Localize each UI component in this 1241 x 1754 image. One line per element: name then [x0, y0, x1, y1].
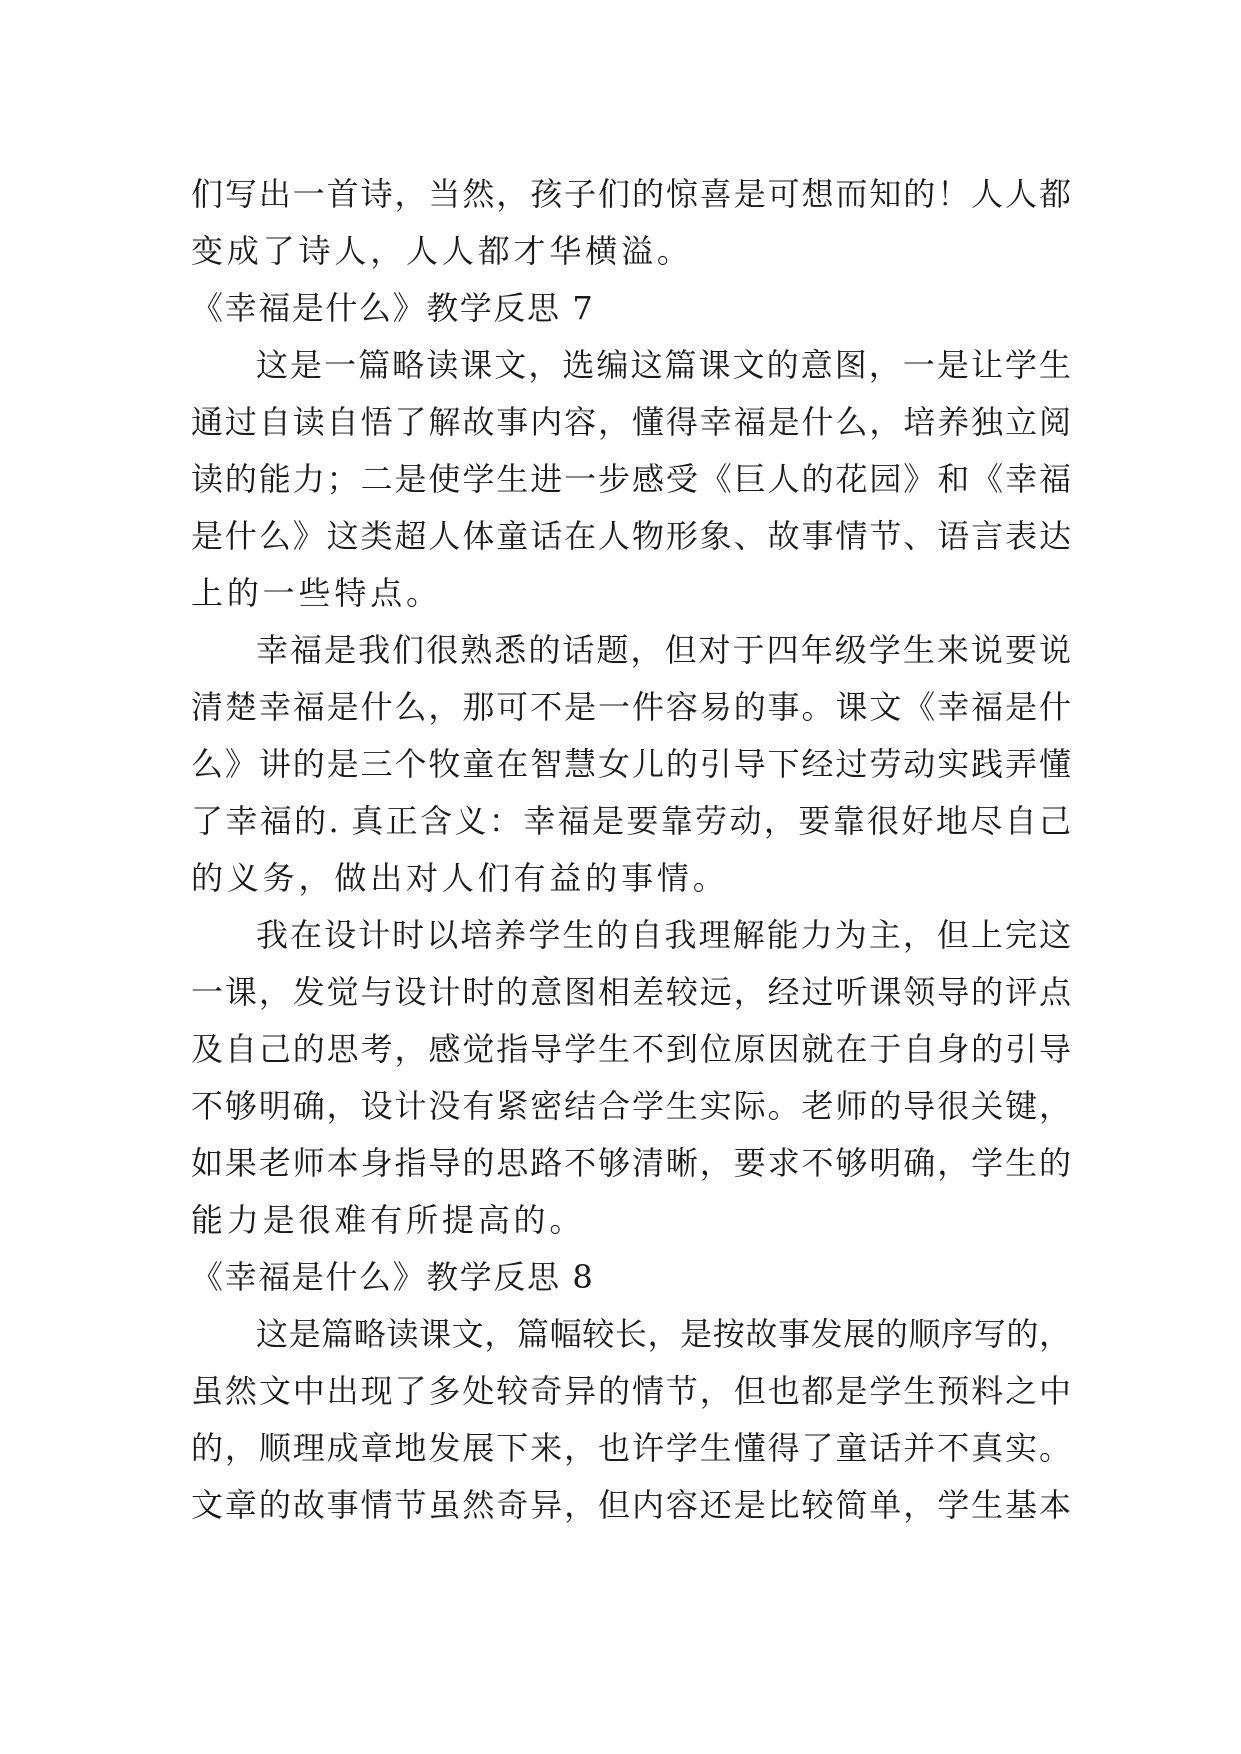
paragraph-line: 我在设计时以培养学生的自我理解能力为主，但上完这: [256, 916, 1071, 954]
paragraph-line: 清楚幸福是什么，那可不是一件容易的事。课文《幸福是什: [191, 688, 1071, 726]
paragraph-line: 上的一些特点。: [191, 574, 442, 612]
paragraph-line: 这是一篇略读课文，选编这篇课文的意图，一是让学生: [256, 346, 1071, 384]
paragraph-line: 这是篇略读课文，篇幅较长，是按故事发展的顺序写的，: [256, 1315, 1071, 1353]
paragraph-line: 及自己的思考，感觉指导学生不到位原因就在于自身的引导: [191, 1030, 1071, 1068]
paragraph-line: 变成了诗人，人人都才华横溢。: [191, 232, 693, 270]
paragraph-line: 的，顺理成章地发展下来，也许学生懂得了童话并不真实。: [191, 1429, 1071, 1467]
paragraph-line: 虽然文中出现了多处较奇异的情节，但也都是学生预料之中: [191, 1372, 1071, 1410]
paragraph-line: 了幸福的. 真正含义：幸福是要靠劳动，要靠很好地尽自己: [191, 802, 1071, 840]
paragraph-line: 的义务，做出对人们有益的事情。: [191, 859, 729, 897]
paragraph-line: 能力是很难有所提高的。: [191, 1201, 586, 1239]
paragraph-line: 一课，发觉与设计时的意图相差较远，经过听课领导的评点: [191, 973, 1071, 1011]
paragraph-line: 们写出一首诗，当然，孩子们的惊喜是可想而知的！人人都: [191, 175, 1071, 213]
paragraph-line: 么》讲的是三个牧童在智慧女儿的引导下经过劳动实践弄懂: [191, 745, 1071, 783]
paragraph-line: 通过自读自悟了解故事内容，懂得幸福是什么，培养独立阅: [191, 403, 1071, 441]
paragraph-line: 是什么》这类超人体童话在人物形象、故事情节、语言表达: [191, 517, 1071, 555]
section-heading: 《幸福是什么》教学反思 7: [191, 289, 595, 327]
section-heading: 《幸福是什么》教学反思 8: [191, 1258, 595, 1296]
paragraph-line: 幸福是我们很熟悉的话题，但对于四年级学生来说要说: [256, 631, 1071, 669]
paragraph-line: 如果老师本身指导的思路不够清晰，要求不够明确，学生的: [191, 1144, 1071, 1182]
paragraph-line: 不够明确，设计没有紧密结合学生实际。老师的导很关键，: [191, 1087, 1071, 1125]
paragraph-line: 文章的故事情节虽然奇异，但内容还是比较简单，学生基本: [191, 1486, 1071, 1524]
paragraph-line: 读的能力；二是使学生进一步感受《巨人的花园》和《幸福: [191, 460, 1071, 498]
